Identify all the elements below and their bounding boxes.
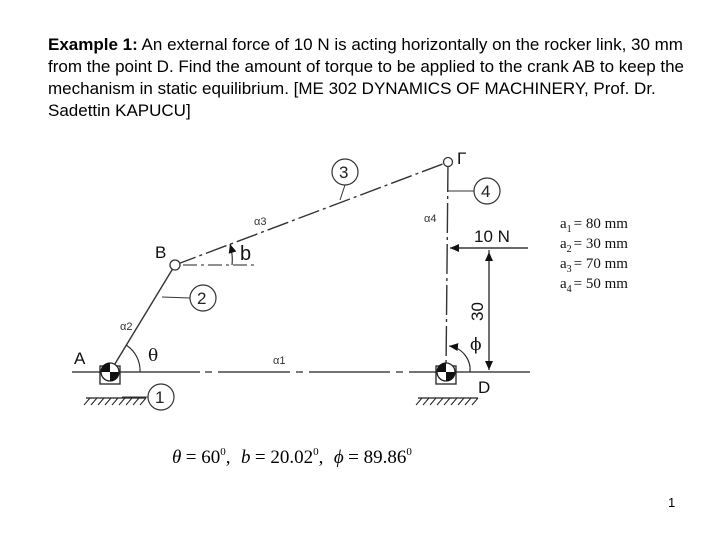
link-symbol-a2: α2 <box>120 321 133 333</box>
b-arc <box>230 244 232 265</box>
svg-text:1: 1 <box>155 388 165 407</box>
svg-text:4: 4 <box>481 182 491 201</box>
balloon-4 <box>447 178 500 204</box>
pivot-d <box>416 363 478 405</box>
theta-arc <box>126 345 140 372</box>
point-c-label: Γ <box>457 149 467 168</box>
dimension-a2 <box>560 236 628 255</box>
svg-text:a2= 30 mm: $a_2 = 30$ mm <box>560 236 628 255</box>
svg-text:a3= 70 mm: $a_3 = 70$ mm <box>560 256 628 275</box>
svg-text:a1= 80 mm: $a_1 = 80$ mm <box>560 216 628 235</box>
dimensions-list <box>560 216 628 295</box>
dimension-30-label: 30 <box>468 302 487 321</box>
b-label: b <box>240 243 252 265</box>
results-line: θ = $60^0$, b = $20.02^0$, ϕ = $89.86^0$ <box>172 446 412 468</box>
phi-label: ϕ <box>470 335 482 355</box>
theta-label: θ <box>148 346 159 366</box>
link-cd <box>446 162 448 372</box>
balloon-1 <box>122 384 174 410</box>
dimension-a3 <box>560 256 628 275</box>
point-a-label: A <box>74 349 86 368</box>
link-symbol-a4: α4 <box>424 213 437 225</box>
link-symbol-a3: α3 <box>254 216 267 228</box>
svg-text:2: 2 <box>197 289 207 308</box>
example-heading: Example 1: <box>48 35 138 54</box>
page-number: 1 <box>668 495 676 510</box>
dimension-a1 <box>560 216 628 235</box>
link-bc <box>175 162 448 265</box>
joint-b <box>170 260 180 270</box>
dimension-a4 <box>560 276 628 295</box>
svg-text:a4= 50 mm: $a_4 = 50$ mm <box>560 276 628 295</box>
balloon-3 <box>332 159 358 200</box>
pivot-a <box>84 363 146 405</box>
link-ab <box>110 265 175 372</box>
point-d-label: D <box>478 378 491 397</box>
joint-c <box>444 158 453 167</box>
balloon-2 <box>162 285 216 311</box>
link-symbol-a1: α1 <box>273 355 286 367</box>
point-b-label: B <box>155 243 167 262</box>
problem-body: An external force of 10 N is acting horizontally on the rocker link, 30 mm from the point D. Find the amount of torque to be applied to the crank AB to keep the mechanism in static equilibrium. [ME 302 DYNAMICS OF MACHINERY, Prof. Dr. Sadettin KAPUCU] <box>48 35 685 120</box>
force-label: 10 N <box>474 227 510 246</box>
svg-text:3: 3 <box>339 163 349 182</box>
